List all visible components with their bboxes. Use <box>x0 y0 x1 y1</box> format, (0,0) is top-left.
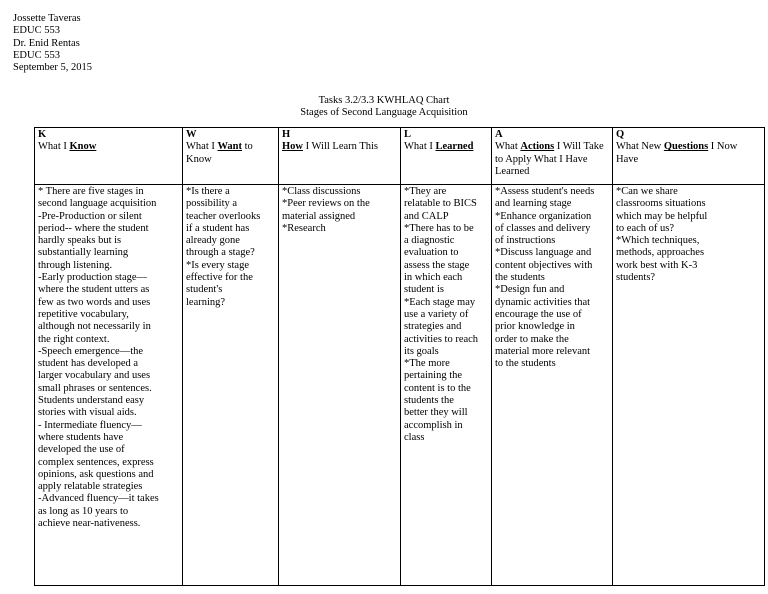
column-letter: A <box>495 129 503 140</box>
cell-text-line: relatable to BICS <box>404 198 477 210</box>
cell-text-line: teacher overlooks <box>186 210 261 222</box>
cell-text-line: repetitive vocabulary, <box>38 308 129 320</box>
cell-text-line: achieve near-nativeness. <box>38 518 141 530</box>
cell-text-line: apply relatable strategies <box>38 481 143 493</box>
cell-text-line: in which each <box>404 272 463 284</box>
cell-text-line: complex sentences, express <box>38 456 154 468</box>
cell-text-line: work best with K-3 <box>616 259 698 271</box>
cell-text-line: and CALP <box>404 210 449 222</box>
cell-text-line: learning? <box>186 296 226 308</box>
cell-text-line: where the student utters as <box>38 284 150 296</box>
column-heading-post: I Will Learn This <box>303 141 379 153</box>
cell-text-line: *Research <box>282 222 326 234</box>
cell-text-line: to each of us? <box>616 222 675 234</box>
cell-text-line: few as two words and uses <box>38 296 151 308</box>
cell-text-line: *Enhance organization <box>495 210 592 222</box>
content-cell-q <box>613 185 765 586</box>
cell-text-line: *The more <box>404 358 450 370</box>
cell-text-line: to the students <box>495 358 556 370</box>
cell-text-line: of classes and delivery <box>495 222 591 234</box>
column-heading-key: Questions <box>663 141 709 153</box>
cell-text-line: the right context. <box>38 333 110 345</box>
cell-text-line: effective for the <box>186 272 253 284</box>
cell-text-line: students? <box>616 272 656 284</box>
cell-text-line: material more relevant <box>495 345 591 357</box>
cell-text-line: *Can we share <box>616 186 678 197</box>
cell-text-line: its goals <box>404 345 439 357</box>
cell-text-line: methods, approaches <box>616 247 705 259</box>
cell-text-line: pertaining the <box>404 370 463 382</box>
cell-text-line: *Design fun and <box>495 284 565 296</box>
content-cell-k <box>35 185 183 586</box>
cell-text-line: *There has to be <box>404 222 474 234</box>
date: September 5, 2015 <box>13 62 93 74</box>
cell-text-line: and learning stage <box>495 198 572 210</box>
author-header <box>13 13 92 74</box>
content-cell-w <box>183 185 279 586</box>
cell-text-line: order to make the <box>495 333 569 345</box>
content-cell-l <box>401 185 492 586</box>
cell-text-line: -Early production stage— <box>38 272 148 284</box>
cell-text-line: already gone <box>186 235 240 247</box>
cell-text-line: larger vocabulary and uses <box>38 370 151 382</box>
cell-text-line: student has developed a <box>38 358 139 370</box>
instructor-name: Dr. Enid Rentas <box>13 37 80 49</box>
cell-text-line: substantially learning <box>38 247 129 259</box>
cell-text-line: student's <box>186 284 223 296</box>
column-letter: W <box>186 129 197 140</box>
cell-text-line: content is to the <box>404 382 471 394</box>
cell-text-line: second language acquisition <box>38 198 157 210</box>
column-heading-pre: What I <box>38 141 70 153</box>
column-heading-key: Know <box>69 141 97 153</box>
cell-text-line: if a student has <box>186 222 250 234</box>
column-letter: Q <box>616 129 625 140</box>
column-heading-key: Learned <box>435 141 474 153</box>
cell-text-line: activities to reach <box>404 333 479 345</box>
header-row <box>35 128 765 185</box>
cell-text-line: possibility a <box>186 198 238 210</box>
header-cell-q <box>613 128 765 185</box>
column-heading-key: Want <box>217 141 243 153</box>
cell-text-line: prior knowledge in <box>495 321 575 333</box>
column-letter: H <box>282 129 291 140</box>
cell-text-line: period-- where the student <box>38 222 149 234</box>
cell-text-line: student is <box>404 284 444 296</box>
cell-text-line: - Intermediate fluency— <box>38 419 142 431</box>
header-cell-h <box>279 128 401 185</box>
cell-text-line: although not necessarily in <box>38 321 151 333</box>
cell-text-line: where students have <box>38 431 124 443</box>
cell-text-line: *Each stage may <box>404 296 476 308</box>
column-heading-post: I Will Take to Apply What I Have Learned <box>495 141 604 177</box>
kwhlaq-table <box>34 127 765 586</box>
column-letter: L <box>404 129 412 140</box>
cell-text-line: classrooms situations <box>616 198 706 210</box>
cell-text-line: Students understand easy <box>38 395 145 407</box>
course-code-repeat: EDUC 553 <box>13 49 60 61</box>
cell-text-line: strategies and <box>404 321 462 333</box>
cell-text-line: students the <box>404 395 454 407</box>
column-heading-pre: What I <box>404 141 436 153</box>
cell-text-line: stories with visual aids. <box>38 407 137 419</box>
cell-text-line: material assigned <box>282 210 356 222</box>
content-cell-a <box>492 185 613 586</box>
cell-text-line: use a variety of <box>404 308 469 320</box>
cell-text-line: * There are five stages in <box>38 186 144 197</box>
cell-text-line: developed the use of <box>38 444 125 456</box>
cell-text-line: a diagnostic <box>404 235 455 247</box>
cell-text-line: -Advanced fluency—it takes <box>38 493 159 505</box>
cell-text-line: *Class discussions <box>282 186 361 197</box>
column-heading-post: I Now Have <box>616 141 738 165</box>
cell-text-line: content objectives with <box>495 259 593 271</box>
cell-text-line: through listening. <box>38 259 113 271</box>
column-letter: K <box>38 129 47 140</box>
column-heading-pre: What I <box>186 141 218 153</box>
cell-text-line: encourage the use of <box>495 308 582 320</box>
cell-text-line: the students <box>495 272 545 284</box>
column-heading-key: Actions <box>520 141 555 153</box>
cell-text-line: as long as 10 years to <box>38 505 129 517</box>
cell-text-line: class <box>404 431 425 443</box>
column-heading-key: How <box>282 141 303 153</box>
column-heading-pre: What <box>495 141 521 153</box>
cell-text-line: through a stage? <box>186 247 255 259</box>
cell-text-line: small phrases or sentences. <box>38 382 152 394</box>
cell-text-line: *Which techniques, <box>616 235 700 247</box>
column-heading-post: to Know <box>186 141 253 165</box>
content-row <box>35 185 765 586</box>
cell-text-line: evaluation to <box>404 247 459 259</box>
content-cell-h <box>279 185 401 586</box>
header-cell-a <box>492 128 613 185</box>
header-cell-w <box>183 128 279 185</box>
cell-text-line: *Is there a <box>186 186 230 197</box>
column-heading-pre: What New <box>616 141 664 153</box>
cell-text-line: *Discuss language and <box>495 247 592 259</box>
cell-text-line: of instructions <box>495 235 556 247</box>
cell-text-line: -Pre-Production or silent <box>38 210 142 222</box>
cell-text-line: which may be helpful <box>616 210 708 222</box>
cell-text-line: hardly speaks but is <box>38 235 122 247</box>
cell-text-line: opinions, ask questions and <box>38 468 154 480</box>
cell-text-line: assess the stage <box>404 259 470 271</box>
title-line-1: Tasks 3.2/3.3 KWHLAQ Chart <box>318 95 450 106</box>
cell-text-line: *Peer reviews on the <box>282 198 370 210</box>
student-name: Jossette Taveras <box>13 13 81 24</box>
title-line-2: Stages of Second Language Acquisition <box>300 107 468 119</box>
header-cell-k <box>35 128 183 185</box>
document-title <box>0 95 768 120</box>
cell-text-line: better they will <box>404 407 468 419</box>
cell-text-line: *Is every stage <box>186 259 249 271</box>
cell-text-line: accomplish in <box>404 419 463 431</box>
header-cell-l <box>401 128 492 185</box>
cell-text-line: *Assess student's needs <box>495 186 595 197</box>
cell-text-line: -Speech emergence—the <box>38 345 144 357</box>
cell-text-line: *They are <box>404 186 447 197</box>
cell-text-line: dynamic activities that <box>495 296 591 308</box>
course-code: EDUC 553 <box>13 25 60 37</box>
